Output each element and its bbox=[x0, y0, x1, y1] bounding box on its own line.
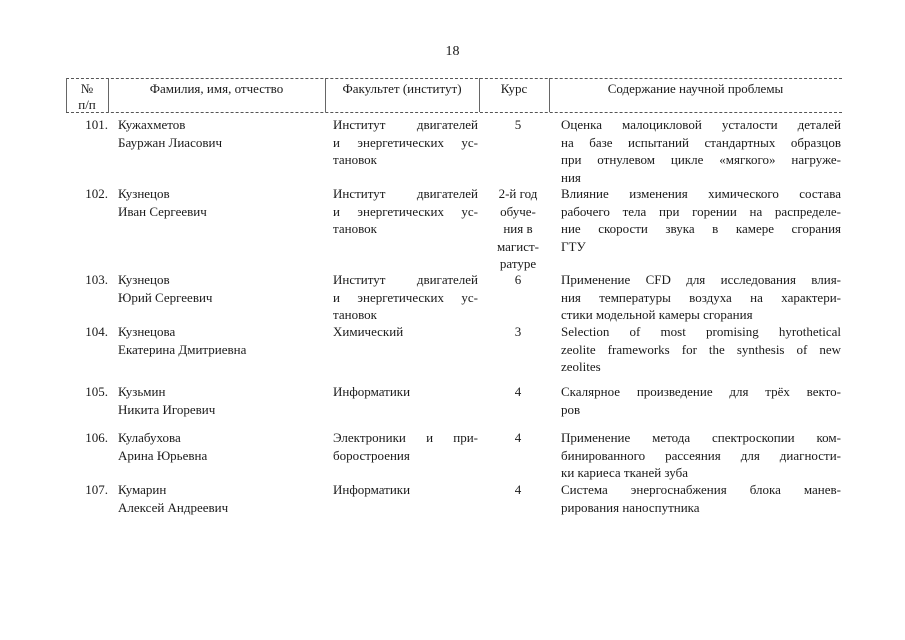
faculty-cell-line: тановок bbox=[333, 152, 377, 167]
faculty-cell bbox=[333, 383, 478, 401]
faculty-cell-line: Информатики bbox=[333, 482, 411, 497]
faculty-cell-line: Институт двигателей bbox=[333, 186, 478, 201]
faculty-cell-line: Химический bbox=[333, 324, 404, 339]
person-name-line: Екатерина Дмитриевна bbox=[118, 341, 247, 357]
course-cell-line: 3 bbox=[514, 324, 522, 339]
row-number-line: 103. bbox=[85, 272, 108, 287]
faculty-cell bbox=[333, 116, 478, 169]
topic-cell-line: ров bbox=[561, 401, 581, 417]
person-name bbox=[118, 481, 318, 516]
faculty-cell-line: тановок bbox=[333, 221, 377, 236]
header-bottom-rule bbox=[66, 112, 842, 113]
header-num bbox=[66, 81, 108, 113]
course-cell bbox=[487, 383, 549, 401]
topic-cell-line: рирования наноспутника bbox=[561, 499, 700, 515]
course-cell-line: магист- bbox=[497, 238, 539, 254]
faculty-cell bbox=[333, 429, 478, 464]
course-cell-line: 6 bbox=[514, 272, 522, 287]
person-name bbox=[118, 185, 318, 220]
row-number bbox=[66, 116, 108, 134]
topic-cell-line: рабочего тела при горении на распределе- bbox=[561, 203, 841, 219]
row-number-line: 105. bbox=[85, 384, 108, 399]
topic-cell-line: бинированного рассеяния для диагности- bbox=[561, 447, 841, 463]
course-cell-line: обуче- bbox=[500, 203, 536, 219]
person-name-line: Арина Юрьевна bbox=[118, 447, 208, 463]
person-name bbox=[118, 323, 318, 358]
topic-cell-line: ния bbox=[561, 169, 581, 185]
header-course: Курс bbox=[500, 81, 528, 96]
course-cell bbox=[487, 185, 549, 273]
person-name-line: Иван Сергеевич bbox=[118, 203, 207, 219]
person-name-line: Алексей Андреевич bbox=[118, 499, 229, 515]
row-number bbox=[66, 383, 108, 401]
row-number-line: 104. bbox=[85, 324, 108, 339]
topic-cell-line: zeolites bbox=[561, 359, 601, 374]
course-cell bbox=[487, 271, 549, 289]
person-name-line: Кузнецов bbox=[118, 186, 170, 201]
faculty-cell-line: Институт двигателей bbox=[333, 272, 478, 287]
row-number-line: 106. bbox=[85, 430, 108, 445]
course-cell bbox=[487, 323, 549, 341]
header-name: Фамилия, имя, отчество bbox=[149, 81, 284, 96]
faculty-cell-line: и энергетических ус- bbox=[333, 203, 478, 219]
faculty-cell-line: боростроения bbox=[333, 447, 410, 463]
topic-cell-line: ГТУ bbox=[561, 238, 586, 254]
course-cell-line: ния в bbox=[503, 221, 533, 236]
topic-cell-line: Система энергоснабжения блока манев- bbox=[561, 482, 841, 497]
person-name-line: Кузнецова bbox=[118, 324, 176, 339]
course-cell-line: 5 bbox=[514, 117, 522, 132]
topic-cell-line: на базе испытаний стандартных образцов bbox=[561, 134, 841, 150]
faculty-cell-line: Информатики bbox=[333, 384, 411, 399]
faculty-cell-line: и энергетических ус- bbox=[333, 289, 478, 305]
faculty-cell-line: Институт двигателей bbox=[333, 117, 478, 132]
faculty-cell bbox=[333, 323, 478, 341]
header-num-line: № bbox=[80, 81, 94, 96]
topic-cell bbox=[561, 271, 841, 324]
header-top-rule bbox=[66, 78, 842, 79]
topic-cell-line: ние скорости звука в камере сгорания bbox=[561, 221, 841, 236]
row-number bbox=[66, 185, 108, 203]
topic-cell-line: zeolite frameworks for the synthesis of new bbox=[561, 341, 841, 357]
row-number bbox=[66, 323, 108, 341]
person-name-line: Никита Игоревич bbox=[118, 401, 216, 417]
topic-cell bbox=[561, 429, 841, 482]
faculty-cell-line: Электроники и при- bbox=[333, 430, 478, 445]
person-name-line: Кумарин bbox=[118, 482, 167, 497]
person-name bbox=[118, 116, 318, 151]
course-cell-line: 4 bbox=[514, 430, 522, 445]
person-name-line: Кулабухова bbox=[118, 430, 181, 445]
header-faculty: Факультет (институт) bbox=[342, 81, 462, 96]
page-number: 18 bbox=[445, 44, 460, 59]
person-name bbox=[118, 271, 318, 306]
person-name-line: Кужахметов bbox=[118, 117, 186, 132]
person-name bbox=[118, 383, 318, 418]
person-name-line: Кузнецов bbox=[118, 272, 170, 287]
row-number-line: 101. bbox=[85, 117, 108, 132]
faculty-cell-line: тановок bbox=[333, 307, 377, 322]
course-cell-line: ратуре bbox=[499, 256, 537, 271]
header-num-line: п/п bbox=[78, 97, 96, 112]
topic-cell-line: Применение метода спектроскопии ком- bbox=[561, 430, 841, 445]
topic-cell-line: ки кариеса тканей зуба bbox=[561, 465, 688, 480]
person-name-line: Бауржан Лиасович bbox=[118, 134, 222, 150]
topic-cell bbox=[561, 185, 841, 255]
faculty-cell-line: и энергетических ус- bbox=[333, 134, 478, 150]
topic-cell-line: Оценка малоцикловой усталости деталей bbox=[561, 117, 841, 132]
topic-cell bbox=[561, 383, 841, 418]
topic-cell-line: Влияние изменения химического состава bbox=[561, 186, 841, 201]
faculty-cell bbox=[333, 481, 478, 499]
topic-cell bbox=[561, 323, 841, 376]
person-name bbox=[118, 429, 318, 464]
course-cell-line: 4 bbox=[514, 384, 522, 399]
header-topic: Содержание научной проблемы bbox=[607, 81, 784, 96]
course-cell-line: 2-й год bbox=[498, 186, 538, 201]
topic-cell bbox=[561, 481, 841, 516]
row-number bbox=[66, 271, 108, 289]
topic-cell-line: Selection of most promising hyrothetical bbox=[561, 324, 841, 339]
topic-cell bbox=[561, 116, 841, 186]
topic-cell-line: Скалярное произведение для трёх векто- bbox=[561, 384, 841, 399]
row-number-line: 102. bbox=[85, 186, 108, 201]
faculty-cell bbox=[333, 271, 478, 324]
person-name-line: Кузьмин bbox=[118, 384, 166, 399]
topic-cell-line: при отнулевом цикле «мягкого» нагруже- bbox=[561, 152, 841, 167]
person-name-line: Юрий Сергеевич bbox=[118, 289, 213, 305]
row-number bbox=[66, 481, 108, 499]
course-cell bbox=[487, 116, 549, 134]
topic-cell-line: Применение CFD для исследования влия- bbox=[561, 272, 841, 287]
row-number-line: 107. bbox=[85, 482, 108, 497]
row-number bbox=[66, 429, 108, 447]
topic-cell-line: стики модельной камеры сгорания bbox=[561, 307, 753, 322]
topic-cell-line: ния температуры воздуха на характери- bbox=[561, 289, 841, 305]
course-cell-line: 4 bbox=[514, 482, 522, 497]
course-cell bbox=[487, 481, 549, 499]
faculty-cell bbox=[333, 185, 478, 238]
course-cell bbox=[487, 429, 549, 447]
